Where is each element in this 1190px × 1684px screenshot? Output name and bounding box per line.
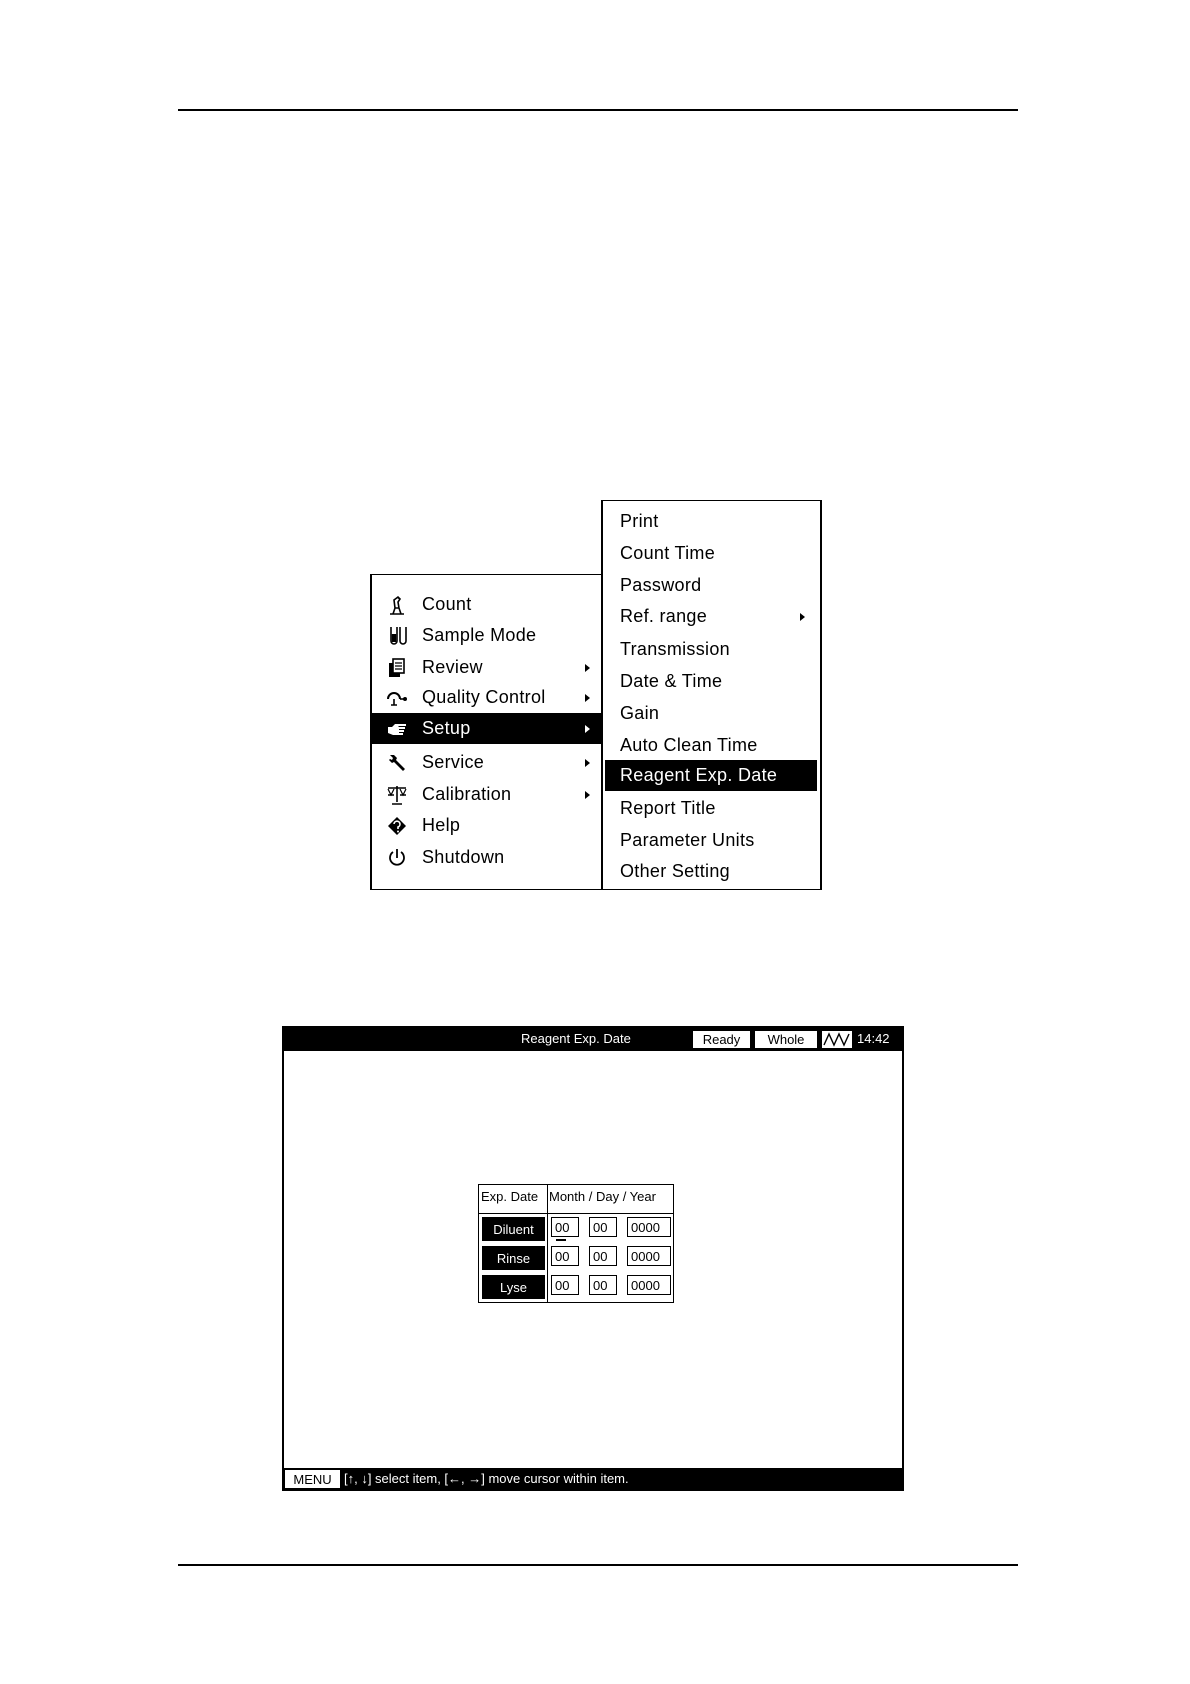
bottom-rule — [178, 1564, 1018, 1566]
menu-figure — [368, 494, 820, 894]
main-menu-item-sample-mode[interactable]: Sample Mode — [372, 620, 602, 651]
setup-item-count-time[interactable]: Count Time — [620, 543, 716, 563]
setup-item-other-setting[interactable]: Other Setting — [620, 861, 730, 881]
submenu-arrow-icon — [585, 791, 590, 799]
pointing-hand-icon — [382, 718, 412, 740]
main-menu — [370, 574, 602, 890]
setup-item-report-title[interactable]: Report Title — [620, 798, 716, 818]
main-menu-item-calibration[interactable]: Calibration — [372, 779, 602, 810]
status-bar — [284, 1468, 902, 1489]
screen-title: Reagent Exp. Date — [521, 1031, 631, 1046]
setup-item-transmission[interactable]: Transmission — [620, 639, 730, 659]
main-menu-item-quality-control[interactable]: Quality Control — [372, 682, 602, 713]
row-label-diluent: Diluent — [482, 1217, 545, 1241]
help-hint: [↑, ↓] select item, [←, →] move cursor within item. — [344, 1471, 629, 1486]
lyse-day-field[interactable]: 00 — [589, 1275, 617, 1295]
diluent-year-field[interactable]: 0000 — [627, 1217, 671, 1237]
setup-item-print[interactable]: Print — [620, 511, 659, 531]
title-bar — [284, 1028, 902, 1051]
rinse-year-field[interactable]: 0000 — [627, 1246, 671, 1266]
submenu-arrow-icon — [800, 613, 805, 621]
test-tubes-icon — [382, 625, 412, 647]
setup-item-password[interactable]: Password — [620, 575, 702, 595]
rinse-day-field[interactable]: 00 — [589, 1246, 617, 1266]
documents-icon — [382, 657, 412, 679]
main-menu-item-review[interactable]: Review — [372, 652, 602, 683]
setup-item-ref-range[interactable]: Ref. range — [605, 601, 817, 632]
qc-icon — [382, 687, 412, 709]
clock: 14:42 — [857, 1031, 890, 1046]
submenu-arrow-icon — [585, 694, 590, 702]
rinse-month-field[interactable]: 00 — [551, 1246, 579, 1266]
lyse-year-field[interactable]: 0000 — [627, 1275, 671, 1295]
wrench-icon — [382, 752, 412, 774]
setup-item-auto-clean-time[interactable]: Auto Clean Time — [620, 735, 758, 755]
table-divider — [479, 1213, 673, 1214]
diluent-month-field[interactable]: 00 — [551, 1217, 579, 1237]
setup-submenu — [601, 500, 822, 890]
waveform-icon — [821, 1030, 853, 1049]
lyse-month-field[interactable]: 00 — [551, 1275, 579, 1295]
help-book-icon — [382, 815, 412, 837]
balance-icon — [382, 784, 412, 806]
main-menu-item-help[interactable]: Help — [372, 810, 602, 841]
header-exp-date: Exp. Date — [481, 1189, 539, 1204]
submenu-arrow-icon — [585, 759, 590, 767]
setup-item-gain[interactable]: Gain — [620, 703, 660, 723]
top-rule — [178, 109, 1018, 111]
status-indicator: Ready — [692, 1030, 751, 1049]
row-label-lyse: Lyse — [482, 1275, 545, 1299]
main-menu-item-shutdown[interactable]: Shutdown — [372, 842, 602, 873]
mode-indicator: Whole — [754, 1030, 818, 1049]
microscope-icon — [382, 594, 412, 616]
row-label-rinse: Rinse — [482, 1246, 545, 1270]
table-divider — [547, 1185, 548, 1302]
main-menu-item-service[interactable]: Service — [372, 747, 602, 778]
submenu-arrow-icon — [585, 664, 590, 672]
header-month-day-year: Month / Day / Year — [549, 1189, 656, 1204]
setup-item-reagent-exp-date[interactable]: Reagent Exp. Date — [605, 760, 817, 791]
power-icon — [382, 847, 412, 869]
main-menu-item-count[interactable]: Count — [372, 589, 602, 620]
reagent-exp-date-screen — [282, 1026, 904, 1491]
setup-item-date-time[interactable]: Date & Time — [620, 671, 723, 691]
diluent-day-field[interactable]: 00 — [589, 1217, 617, 1237]
main-menu-item-setup[interactable]: Setup — [372, 713, 602, 744]
exp-date-table — [478, 1184, 674, 1303]
text-cursor — [556, 1239, 566, 1241]
setup-item-parameter-units[interactable]: Parameter Units — [620, 830, 755, 850]
submenu-arrow-icon — [585, 725, 590, 733]
menu-button[interactable]: MENU — [285, 1470, 340, 1488]
